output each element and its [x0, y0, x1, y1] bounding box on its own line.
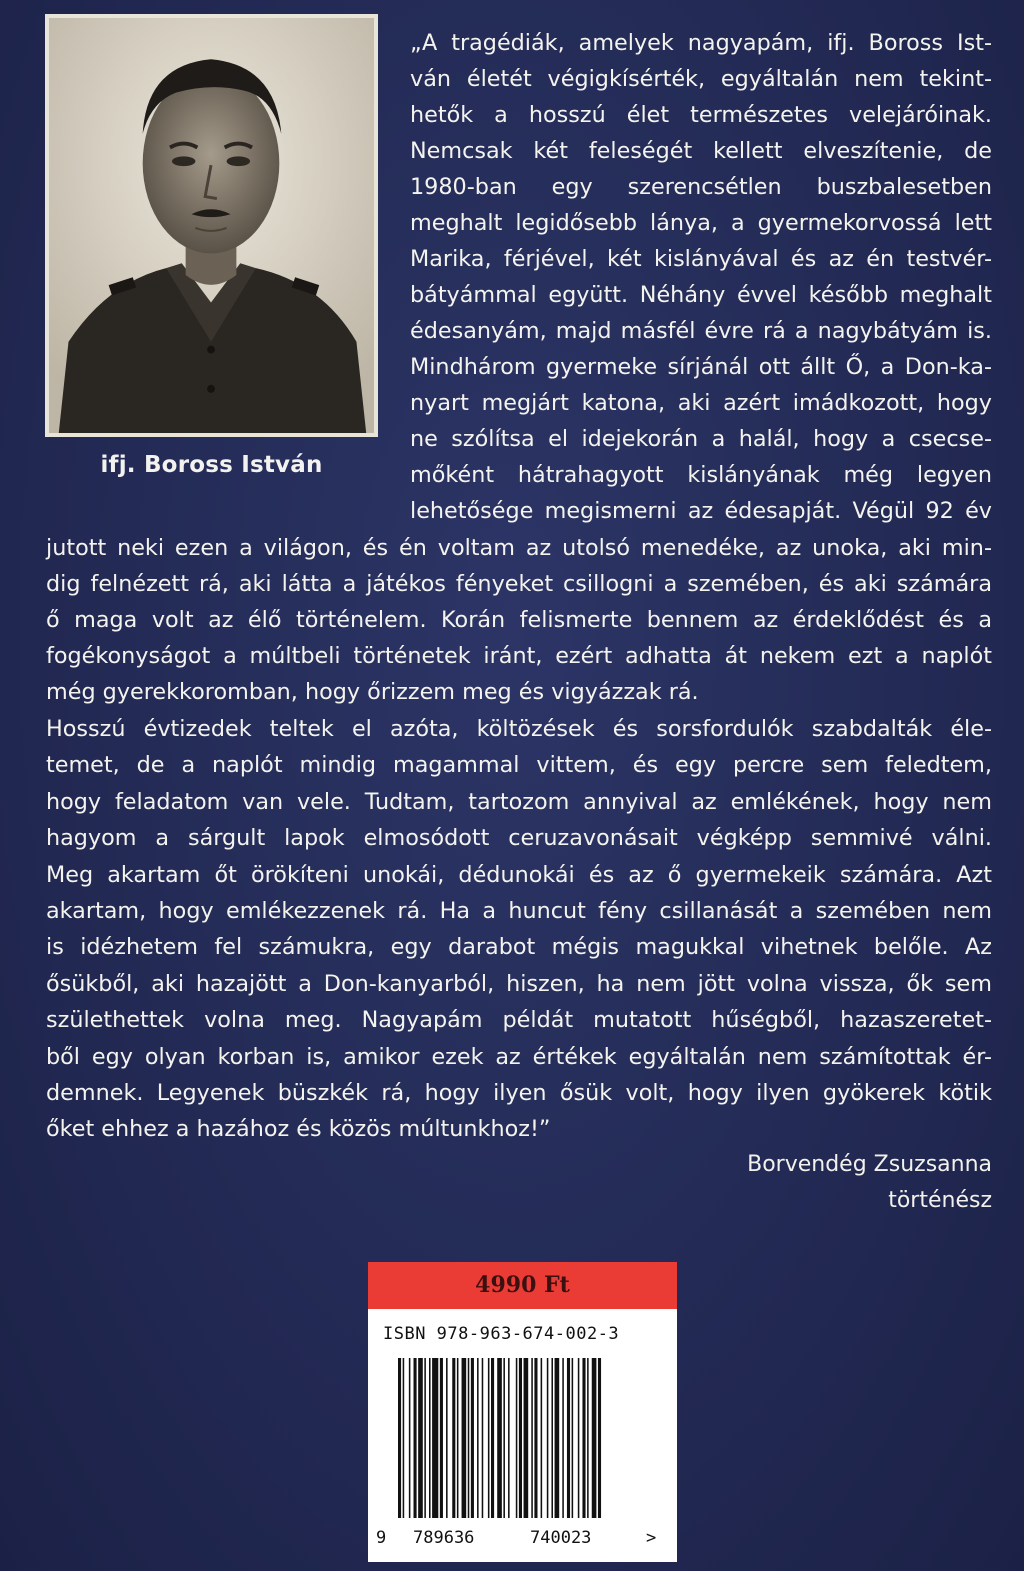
barcode-digit-first: 9 — [376, 1528, 387, 1548]
barcode-bar — [418, 1358, 423, 1518]
barcode-bar — [567, 1358, 570, 1518]
signature-role: történész — [888, 1188, 992, 1213]
barcode-bar — [547, 1358, 549, 1518]
quote-line: Hosszú évtizedek teltek el azóta, költözések és sorsfordulók szabdalták éle- — [46, 716, 992, 742]
quote-line: mőként hátrahagyott kislányának még legyen — [410, 462, 992, 488]
quote-line: Nemcsak két feleségét kellett elveszítenie, de — [410, 138, 992, 164]
barcode-bar — [516, 1358, 518, 1518]
barcode-bar — [508, 1358, 510, 1518]
quote-line: bátyámmal együtt. Néhány évvel később meghalt — [410, 282, 992, 308]
barcode-bar — [524, 1358, 529, 1518]
quote-line: születhettek volna meg. Nagyapám példát mutatott hűségből, hazaszeretet- — [46, 1007, 992, 1033]
barcode-icon — [398, 1358, 638, 1518]
quote-line: hagyom a sárgult lapok elmosódott ceruzavonásait végképp semmivé válni. — [46, 825, 992, 851]
barcode-bar — [440, 1358, 443, 1518]
barcode-bar — [482, 1358, 484, 1518]
quote-line: hetők a hosszú élet természetes velejáróinak. — [410, 102, 992, 128]
barcode-bar — [598, 1358, 601, 1518]
barcode-arrow: > — [646, 1528, 657, 1548]
barcode-bar — [471, 1358, 474, 1518]
isbn-label: ISBN 978-963-674-002-3 — [383, 1324, 620, 1344]
barcode-bar — [468, 1358, 470, 1518]
quote-line: meghalt legidősebb lánya, a gyermekorvossá lett — [410, 210, 992, 236]
quote-line: temet, de a naplót mindig magammal vittem, és egy percre sem feledtem, — [46, 752, 992, 778]
barcode-bar — [555, 1358, 560, 1518]
quote-line: Mindhárom gyermeke sírjánál ott állt Ő, a Don-ka- — [410, 354, 992, 380]
barcode-bar — [409, 1358, 411, 1518]
quote-line: édesanyám, majd másfél évre rá a nagybátyám is. — [410, 318, 992, 344]
quote-line: Marika, férjével, két kislányával és az én testvér- — [410, 246, 992, 272]
portrait-image — [49, 18, 374, 433]
quote-line: fogékonyságot a múltbeli történetek iránt, ezért adhatta át nekem ezt a naplót — [46, 643, 992, 669]
barcode-bar — [503, 1358, 505, 1518]
barcode-bar — [534, 1358, 537, 1518]
barcode-bar — [414, 1358, 417, 1518]
quote-line: ből egy olyan korban is, amikor ezek az értékek egyáltalán nem számítottak ér- — [46, 1044, 992, 1070]
quote-line: Meg akartam őt örökíteni unokái, dédunokái és az ő gyermekeik számára. Azt — [46, 862, 992, 888]
barcode-bar — [424, 1358, 426, 1518]
barcode-bar — [562, 1358, 564, 1518]
quote-line: ván életét végigkísérték, egyáltalán nem tekint- — [410, 66, 992, 92]
quote-line: jutott neki ezen a világon, és én voltam az utolsó menedéke, az unoka, aki min- — [46, 535, 992, 561]
price-label: 4990 Ft — [368, 1262, 677, 1309]
barcode-bars — [398, 1358, 638, 1518]
barcode-bar — [398, 1358, 401, 1518]
barcode-bar — [488, 1358, 490, 1518]
barcode-bar — [452, 1358, 455, 1518]
barcode-bar — [519, 1358, 522, 1518]
quote-line: „A tragédiák, amelyek nagyapám, ifj. Boross Ist- — [410, 30, 992, 56]
barcode-bar — [497, 1358, 502, 1518]
author-portrait-photo — [45, 14, 378, 437]
barcode-bar — [477, 1358, 479, 1518]
barcode-bar — [446, 1358, 448, 1518]
quote-line: hogy feladatom van vele. Tudtam, tartozom annyival az emlékének, hogy nem — [46, 789, 992, 815]
quote-line: ősükből, aki hazajött a Don-kanyarból, hiszen, ha nem jött volna vissza, ők sem — [46, 971, 992, 997]
barcode-digits-left: 789636 — [413, 1528, 475, 1548]
quote-line: ne szólítsa el idejekorán a halál, hogy a csecse- — [410, 426, 992, 452]
barcode-bar — [592, 1358, 597, 1518]
barcode-digits-right: 740023 — [530, 1528, 592, 1548]
barcode-bar — [531, 1358, 533, 1518]
barcode-bar — [578, 1358, 580, 1518]
quote-line: 1980-ban egy szerencsétlen buszbalesetben — [410, 174, 992, 200]
quote-line: lehetősége megismerni az édesapját. Végül 92 év — [410, 498, 992, 524]
quote-line: dig felnézett rá, aki látta a játékos fényeket csillogni a szemében, és aki számára — [46, 571, 992, 597]
barcode-bar — [403, 1358, 405, 1518]
barcode-bar — [432, 1358, 438, 1518]
quote-line: demnek. Legyenek büszkék rá, hogy ilyen ősük volt, hogy ilyen gyökerek kötik — [46, 1080, 992, 1106]
quote-line: őket ehhez a hazához és közös múltunkhoz!” — [46, 1116, 551, 1142]
barcode-bar — [541, 1358, 543, 1518]
barcode-bar — [491, 1358, 494, 1518]
quote-line: még gyerekkoromban, hogy őrizzem meg és vigyázzak rá. — [46, 679, 699, 705]
quote-line: ő maga volt az élő történelem. Korán felismerte bennem az érdeklődést és a — [46, 607, 992, 633]
barcode-bar — [572, 1358, 574, 1518]
barcode-bar — [462, 1358, 467, 1518]
barcode-bar — [582, 1358, 585, 1518]
photo-caption: ifj. Boross István — [100, 452, 323, 478]
barcode-bar — [551, 1358, 553, 1518]
barcode-bar — [457, 1358, 459, 1518]
quote-line: nyart megjárt katona, aki azért imádkozott, hogy — [410, 390, 992, 416]
barcode-bar — [429, 1358, 431, 1518]
barcode-sticker — [368, 1262, 677, 1562]
barcode-bar — [587, 1358, 589, 1518]
quote-line: is idézhetem fel számukra, egy darabot mégis magukkal vihetnek belőle. Az — [46, 934, 992, 960]
quote-line: akartam, hogy emlékezzenek rá. Ha a huncut fény csillanását a szemében nem — [46, 898, 992, 924]
signature-name: Borvendég Zsuzsanna — [747, 1152, 992, 1177]
